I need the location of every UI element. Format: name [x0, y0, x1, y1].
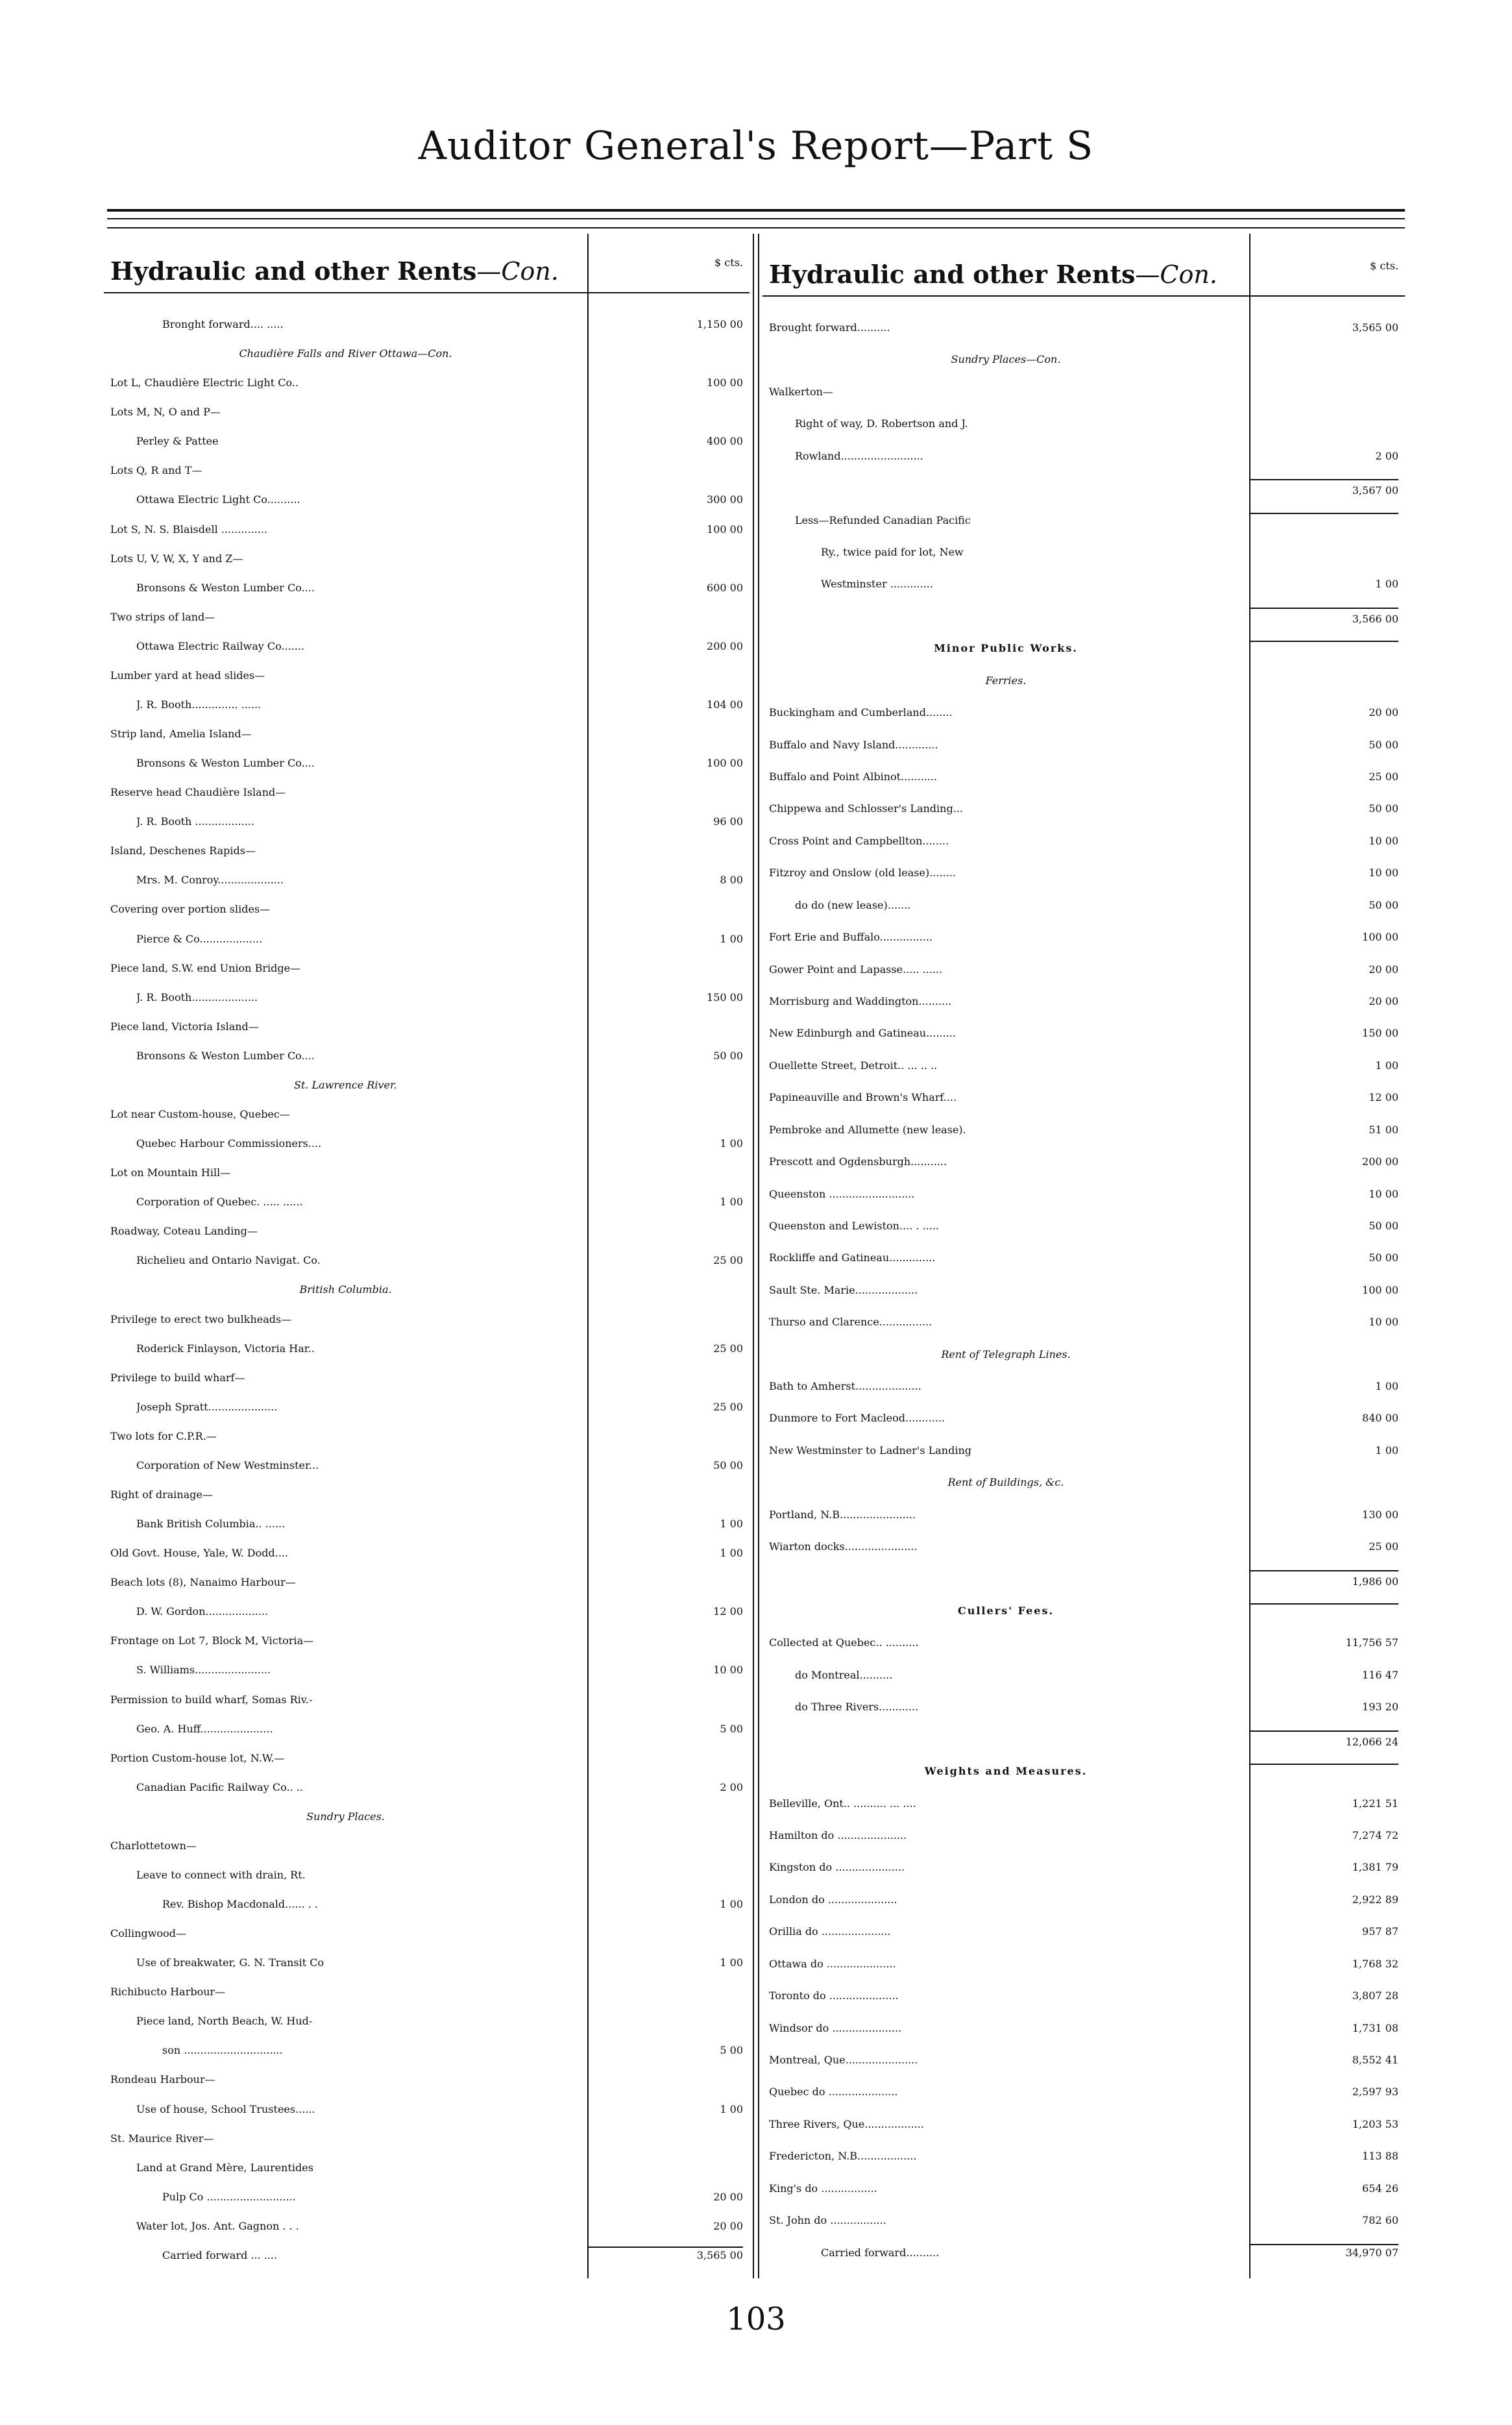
left-entry-amount: 25 00 [713, 1400, 743, 1413]
right-entry-text: Westminster ............. [821, 578, 933, 591]
right-entry-text: Buffalo and Point Albinot........... [769, 770, 938, 783]
right-subtotal-amount: 12,066 24 [1345, 1735, 1398, 1748]
left-entry-amount: 12 00 [713, 1605, 743, 1618]
left-entry-text: Use of breakwater, G. N. Transit Co [136, 1956, 324, 1969]
right-entry-text: New Edinburgh and Gatineau......... [769, 1027, 956, 1040]
left-entry-text: Lots Q, R and T— [110, 464, 202, 477]
right-entry-amount: 1 00 [1375, 578, 1398, 591]
left-entry-text: Piece land, S.W. end Union Bridge— [110, 961, 301, 974]
left-entry-text: Lot L, Chaudière Electric Light Co.. [110, 376, 299, 389]
left-entry-amount: 50 00 [713, 1049, 743, 1062]
right-entry-amount: 11,756 57 [1345, 1636, 1398, 1649]
left-section-heading: Sundry Places. [306, 1810, 385, 1823]
left-entry-text: Rondeau Harbour— [110, 2073, 215, 2086]
left-entry-text: Lot S, N. S. Blaisdell .............. [110, 523, 268, 535]
page-number: 103 [726, 2301, 786, 2337]
right-entry-text: Dunmore to Fort Macleod............ [769, 1412, 945, 1425]
left-entry-amount: 104 00 [707, 698, 743, 711]
right-entry-text: Thurso and Clarence................ [769, 1316, 933, 1329]
right-entry-amount: 957 87 [1362, 1925, 1398, 1938]
right-entry-amount: 2,597 93 [1352, 2086, 1398, 2099]
left-entry-text: Water lot, Jos. Ant. Gagnon . . . [136, 2219, 299, 2232]
left-entry-text: Two lots for C.P.R.— [110, 1429, 217, 1442]
right-subtotal-rule-bottom [1249, 1603, 1398, 1605]
right-section-heading: Sundry Places—Con. [951, 353, 1061, 366]
right-entry-text: Buffalo and Navy Island............. [769, 738, 938, 751]
left-entry-text: Corporation of New Westminster... [136, 1459, 319, 1471]
right-entry-amount: 1 00 [1375, 1444, 1398, 1457]
right-entry-text: Gower Point and Lapasse..... ...... [769, 963, 943, 976]
right-group-heading: Minor Public Works. [934, 642, 1078, 655]
page-title: Auditor General's Report—Part S [418, 123, 1094, 169]
left-section-heading: British Columbia. [299, 1283, 392, 1296]
left-entry-text: Pulp Co ........................... [162, 2190, 296, 2203]
right-entry-text: do Three Rivers............ [795, 1701, 919, 1714]
right-entry-text: Three Rivers, Que.................. [769, 2117, 924, 2130]
right-entry-text: London do ..................... [769, 1893, 897, 1906]
right-entry-text: Fort Erie and Buffalo................ [769, 931, 933, 944]
left-entry-amount: 150 00 [707, 991, 743, 1003]
left-header-rule [104, 292, 750, 293]
right-entry-amount: 50 00 [1369, 1251, 1398, 1264]
left-entry-text: Right of drainage— [110, 1488, 213, 1501]
left-entry-text: Lots U, V, W, X, Y and Z— [110, 552, 243, 565]
right-entry-amount: 3,807 28 [1352, 1989, 1398, 2002]
right-entry-amount: 20 00 [1369, 706, 1398, 719]
left-entry-text: Piece land, Victoria Island— [110, 1020, 259, 1033]
left-entry-amount: 20 00 [713, 2219, 743, 2232]
right-group-heading: Weights and Measures. [924, 1765, 1088, 1778]
left-entry-amount: 100 00 [707, 757, 743, 770]
left-entry-text: Lot near Custom-house, Quebec— [110, 1108, 290, 1120]
left-entry-text: Richibucto Harbour— [110, 1986, 226, 1999]
right-money-header: $ cts. [1370, 260, 1398, 272]
right-entry-text: do do (new lease)....... [795, 898, 911, 911]
right-entry-amount: 1 00 [1375, 1059, 1398, 1072]
right-entry-amount: 1,203 53 [1352, 2117, 1398, 2130]
right-entry-text: Kingston do ..................... [769, 1861, 905, 1874]
right-subtotal-amount: 3,566 00 [1352, 612, 1398, 625]
left-entry-text: Old Govt. House, Yale, W. Dodd.... [110, 1547, 289, 1560]
left-entry-amount: 10 00 [713, 1664, 743, 1677]
left-total-rule [587, 2247, 743, 2248]
left-entry-text: Richelieu and Ontario Navigat. Co. [136, 1254, 321, 1267]
right-subtotal-rule-bottom [1249, 1764, 1398, 1765]
left-entry-amount: 1 00 [720, 1137, 743, 1150]
top-rule-thick [107, 209, 1405, 212]
right-entry-amount: 7,274 72 [1352, 1829, 1398, 1842]
left-entry-text: Bronsons & Weston Lumber Co.... [136, 581, 315, 594]
right-entry-amount: 1 00 [1375, 1380, 1398, 1393]
right-entry-amount: 12 00 [1369, 1091, 1398, 1104]
right-entry-amount: 130 00 [1362, 1508, 1398, 1521]
right-entry-text: Portland, N.B....................... [769, 1508, 916, 1521]
left-entry-amount: 1 00 [720, 932, 743, 945]
left-entry-amount: 300 00 [707, 493, 743, 506]
left-entry-text: Strip land, Amelia Island— [110, 728, 252, 741]
left-entry-text: Bronsons & Weston Lumber Co.... [136, 1049, 315, 1062]
right-entry-text: do Montreal.......... [795, 1668, 893, 1681]
right-entry-text: St. John do ................. [769, 2214, 886, 2227]
right-entry-amount: 50 00 [1369, 1219, 1398, 1232]
left-entry-text: Use of house, School Trustees...... [136, 2102, 315, 2115]
right-entry-text: Ottawa do ..................... [769, 1957, 896, 1970]
left-entry-text: Beach lots (8), Nanaimo Harbour— [110, 1576, 296, 1589]
left-entry-text: Corporation of Quebec. ..... ...... [136, 1196, 303, 1209]
right-entry-amount: 34,970 07 [1345, 2246, 1398, 2259]
right-entry-amount: 1,381 79 [1352, 1861, 1398, 1874]
right-entry-text: Collected at Quebec.. .......... [769, 1636, 919, 1649]
right-entry-text: Quebec do ..................... [769, 2086, 898, 2099]
left-entry-amount: 1 00 [720, 2102, 743, 2115]
right-entry-amount: 200 00 [1362, 1155, 1398, 1168]
left-entry-text: Roderick Finlayson, Victoria Har.. [136, 1342, 315, 1355]
right-subtotal-rule-bottom [1249, 641, 1398, 642]
right-subtotal-rule [1249, 479, 1398, 480]
left-section-heading: St. Lawrence River. [293, 1078, 397, 1091]
right-entry-text: Hamilton do ..................... [769, 1829, 907, 1842]
right-entry-text: Right of way, D. Robertson and J. [795, 417, 968, 430]
right-entry-amount: 113 88 [1362, 2150, 1398, 2163]
right-entry-amount: 2,922 89 [1352, 1893, 1398, 1906]
right-entry-text: Montreal, Que...................... [769, 2054, 918, 2067]
right-subtotal-rule [1249, 1730, 1398, 1732]
right-header-rule [762, 295, 1405, 297]
right-entry-amount: 50 00 [1369, 802, 1398, 815]
left-entry-amount: 96 00 [713, 815, 743, 828]
right-entry-text: Cross Point and Campbellton........ [769, 834, 949, 847]
left-entry-amount: 1,150 00 [696, 318, 743, 330]
right-entry-text: Chippewa and Schlosser's Landing... [769, 802, 963, 815]
center-divider [753, 234, 754, 2278]
right-entry-amount: 20 00 [1369, 994, 1398, 1007]
left-entry-text: Piece land, North Beach, W. Hud- [136, 2015, 313, 2028]
left-entry-text: Privilege to build wharf— [110, 1371, 245, 1384]
left-entry-text: Charlottetown— [110, 1839, 197, 1852]
right-entry-amount: 116 47 [1362, 1668, 1398, 1681]
left-entry-amount: 100 00 [707, 523, 743, 535]
left-entry-amount: 1 00 [720, 1547, 743, 1560]
left-entry-text: Rev. Bishop Macdonald...... . . [162, 1898, 318, 1911]
right-section-heading: Ferries. [985, 674, 1027, 687]
right-entry-text: Morrisburg and Waddington.......... [769, 994, 952, 1007]
left-entry-text: Lot on Mountain Hill— [110, 1166, 231, 1179]
right-entry-amount: 1,731 08 [1352, 2021, 1398, 2034]
top-rule-thin [107, 218, 1405, 219]
left-entry-text: J. R. Booth.............. ...... [136, 698, 262, 711]
right-entry-text: Orillia do ..................... [769, 1925, 891, 1938]
left-entry-amount: 20 00 [713, 2190, 743, 2203]
right-total-rule [1249, 2244, 1398, 2245]
right-entry-text: Walkerton— [769, 385, 833, 398]
right-entry-text: Wiarton docks...................... [769, 1540, 918, 1553]
left-entry-text: Permission to build wharf, Somas Riv.- [110, 1693, 313, 1706]
left-entry-text: Frontage on Lot 7, Block M, Victoria— [110, 1634, 314, 1647]
left-entry-amount: 5 00 [720, 1722, 743, 1735]
left-entry-amount: 1 00 [720, 1518, 743, 1531]
left-entry-amount: 1 00 [720, 1956, 743, 1969]
left-entry-amount: 8 00 [720, 874, 743, 887]
left-entry-text: Bronsons & Weston Lumber Co.... [136, 757, 315, 770]
left-entry-amount: 3,565 00 [696, 2248, 743, 2261]
right-entry-text: Buckingham and Cumberland........ [769, 706, 953, 719]
right-entry-text: Ry., twice paid for lot, New [821, 545, 964, 558]
right-entry-text: Windsor do ..................... [769, 2021, 902, 2034]
left-entry-text: Portion Custom-house lot, N.W.— [110, 1751, 285, 1764]
right-header-suffix: —Con. [1135, 260, 1217, 289]
right-entry-amount: 100 00 [1362, 931, 1398, 944]
right-entry-amount: 100 00 [1362, 1283, 1398, 1296]
right-entry-text: Belleville, Ont.. .......... ... .... [769, 1797, 916, 1810]
right-subtotal-rule-bottom [1249, 513, 1398, 514]
left-entry-amount: 5 00 [720, 2044, 743, 2057]
left-entry-amount: 100 00 [707, 376, 743, 389]
right-entry-amount: 25 00 [1369, 1540, 1398, 1553]
right-subtotal-amount: 1,986 00 [1352, 1575, 1398, 1588]
right-subtotal-rule [1249, 608, 1398, 609]
right-entry-amount: 1,221 51 [1352, 1797, 1398, 1810]
left-entry-amount: 2 00 [720, 1780, 743, 1793]
left-entry-text: Pierce & Co................... [136, 932, 263, 945]
right-entry-amount: 2 00 [1375, 449, 1398, 462]
right-section-heading: Rent of Telegraph Lines. [941, 1348, 1071, 1360]
left-entry-text: Perley & Pattee [136, 435, 219, 448]
left-entry-text: Bank British Columbia.. ...... [136, 1518, 286, 1531]
right-entry-amount: 10 00 [1369, 867, 1398, 880]
right-header: Hydraulic and other Rents—Con. [769, 260, 1217, 289]
left-entry-amount: 400 00 [707, 435, 743, 448]
right-entry-amount: 193 20 [1362, 1701, 1398, 1714]
left-entry-text: Quebec Harbour Commissioners.... [136, 1137, 322, 1150]
left-brought-forward: Bronght forward.... ..... [162, 318, 284, 330]
left-entry-amount: 1 00 [720, 1196, 743, 1209]
right-entry-text: Queenston and Lewiston.... . ..... [769, 1219, 940, 1232]
left-entry-amount: 1 00 [720, 1898, 743, 1911]
right-entry-text: Prescott and Ogdensburgh........... [769, 1155, 947, 1168]
left-entry-text: Geo. A. Huff...................... [136, 1722, 273, 1735]
right-subtotal-rule [1249, 1570, 1398, 1571]
left-money-header: $ cts. [714, 256, 743, 269]
right-entry-amount: 10 00 [1369, 834, 1398, 847]
right-group-heading: Cullers' Fees. [957, 1605, 1055, 1618]
left-entry-text: Joseph Spratt..................... [136, 1400, 278, 1413]
left-entry-amount: 600 00 [707, 581, 743, 594]
right-entry-text: King's do ................. [769, 2182, 877, 2195]
left-header-suffix: —Con. [476, 257, 559, 286]
right-entry-text: Papineauville and Brown's Wharf.... [769, 1091, 957, 1104]
right-entry-text: Fitzroy and Onslow (old lease)........ [769, 867, 956, 880]
right-entry-text: Less—Refunded Canadian Pacific [795, 513, 971, 526]
left-entry-amount: 50 00 [713, 1459, 743, 1471]
left-entry-text: S. Williams....................... [136, 1664, 271, 1677]
right-entry-amount: 50 00 [1369, 898, 1398, 911]
left-entry-text: Lots M, N, O and P— [110, 406, 221, 419]
left-entry-text: Ottawa Electric Railway Co....... [136, 639, 305, 652]
left-entry-text: Privilege to erect two bulkheads— [110, 1312, 292, 1325]
right-section-heading: Rent of Buildings, &c. [947, 1476, 1064, 1489]
left-entry-amount: 25 00 [713, 1254, 743, 1267]
right-entry-amount: 150 00 [1362, 1027, 1398, 1040]
right-entry-text: Queenston .......................... [769, 1187, 915, 1200]
right-entry-amount: 10 00 [1369, 1187, 1398, 1200]
right-entry-text: Rowland......................... [795, 449, 923, 462]
right-entry-amount: 25 00 [1369, 770, 1398, 783]
left-entry-text: J. R. Booth.................... [136, 991, 258, 1003]
left-entry-text: Lumber yard at head slides— [110, 669, 265, 682]
right-entry-text: Ouellette Street, Detroit.. ... .. .. [769, 1059, 938, 1072]
left-entry-text: St. Maurice River— [110, 2132, 214, 2145]
right-entry-amount: 20 00 [1369, 963, 1398, 976]
left-entry-text: Leave to connect with drain, Rt. [136, 1868, 306, 1881]
right-carried-forward: Carried forward.......... [821, 2246, 940, 2259]
left-entry-amount: 25 00 [713, 1342, 743, 1355]
right-brought-forward: Brought forward.......... [769, 321, 890, 334]
right-entry-amount: 782 60 [1362, 2214, 1398, 2227]
left-entry-text: Ottawa Electric Light Co.......... [136, 493, 300, 506]
left-carried-forward: Carried forward ... .... [162, 2248, 278, 2261]
left-entry-text: J. R. Booth .................. [136, 815, 254, 828]
right-entry-amount: 654 26 [1362, 2182, 1398, 2195]
right-entry-text: Fredericton, N.B.................. [769, 2150, 917, 2163]
right-entry-text: Pembroke and Allumette (new lease). [769, 1123, 966, 1136]
left-entry-text: Collingwood— [110, 1927, 186, 1940]
left-entry-text: Covering over portion slides— [110, 903, 271, 916]
left-entry-text: Island, Deschenes Rapids— [110, 844, 256, 857]
right-entry-amount: 840 00 [1362, 1412, 1398, 1425]
right-entry-amount: 3,565 00 [1352, 321, 1398, 334]
left-entry-text: son .............................. [162, 2044, 283, 2057]
left-section-heading: Chaudière Falls and River Ottawa—Con. [239, 347, 452, 360]
left-entry-text: Canadian Pacific Railway Co.. .. [136, 1780, 303, 1793]
right-entry-amount: 51 00 [1369, 1123, 1398, 1136]
right-entry-amount: 8,552 41 [1352, 2054, 1398, 2067]
left-entry-text: Roadway, Coteau Landing— [110, 1225, 258, 1238]
left-entry-amount: 200 00 [707, 639, 743, 652]
right-entry-amount: 1,768 32 [1352, 1957, 1398, 1970]
right-entry-text: Bath to Amherst.................... [769, 1380, 921, 1393]
right-entry-text: Rockliffe and Gatineau.............. [769, 1251, 936, 1264]
left-entry-text: D. W. Gordon................... [136, 1605, 269, 1618]
right-entry-text: Toronto do ..................... [769, 1989, 899, 2002]
right-entry-text: Sault Ste. Marie................... [769, 1283, 918, 1296]
top-rule-thin-2 [107, 227, 1405, 228]
right-subtotal-amount: 3,567 00 [1352, 484, 1398, 497]
right-entry-amount: 50 00 [1369, 738, 1398, 751]
left-entry-text: Land at Grand Mère, Laurentides [136, 2161, 313, 2174]
right-entry-text: New Westminster to Ladner's Landing [769, 1444, 971, 1457]
left-entry-text: Two strips of land— [110, 610, 215, 623]
left-header: Hydraulic and other Rents—Con. [110, 256, 559, 286]
right-entry-amount: 10 00 [1369, 1316, 1398, 1329]
left-entry-text: Reserve head Chaudière Island— [110, 786, 286, 799]
left-entry-text: Mrs. M. Conroy.................... [136, 874, 284, 887]
center-divider-2 [758, 234, 759, 2278]
